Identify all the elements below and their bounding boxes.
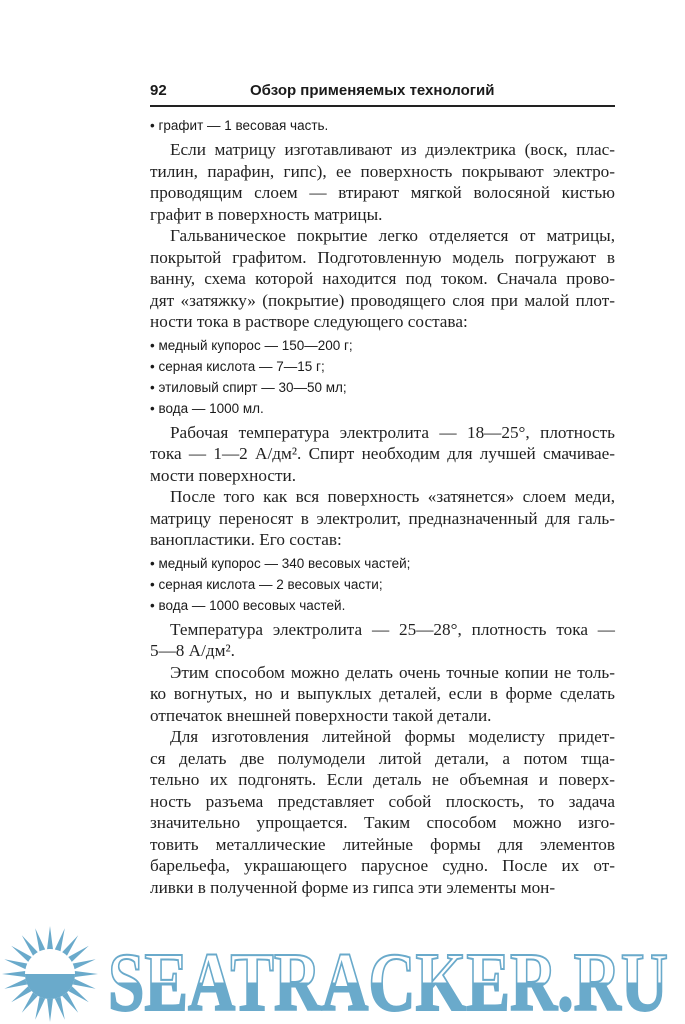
paragraph — [150, 662, 615, 727]
text-line: Для изготовления литейной формы моделисту придет- — [170, 727, 615, 746]
sun-ray — [4, 978, 28, 988]
paragraph — [150, 726, 615, 898]
bullet-item: • этиловый спирт — 30—50 мл; — [150, 379, 347, 395]
bullet-item: • медный купорос — 150—200 г; — [150, 337, 353, 353]
sun-ray — [47, 926, 53, 950]
watermark-text: SEATRACKER.RU — [108, 936, 668, 1022]
text-line: значительно упрощается. Таким способом можно изго- — [150, 813, 615, 832]
text-line: барельефа, украшающего парусное судно. После их от- — [150, 856, 615, 875]
bullet-item: • серная кислота — 7—15 г; — [150, 358, 325, 374]
bullet-item: • вода — 1000 мл. — [150, 400, 264, 416]
text-line: ности тока в растворе следующего состава: — [150, 312, 468, 331]
text-line: Гальваническое покрытие легко отделяется от матрицы, — [170, 226, 615, 245]
text-line: тилин, парафин, гипс), ее поверхность покрывают электро- — [150, 161, 615, 181]
text-line: тока — 1—2 А/дм². Спирт необходим для лучшей смачивае- — [150, 444, 615, 463]
text-line: ливки в полученной форме из гипса эти элементы мон- — [150, 877, 556, 897]
text-line: графит в поверхность матрицы. — [150, 204, 383, 224]
sun-icon — [2, 926, 98, 1022]
bullet-list — [150, 335, 615, 419]
paragraph — [150, 422, 615, 487]
text-line: отпечаток внешней поверхности такой детали. — [150, 705, 492, 725]
bullet-item: • серная кислота — 2 весовых части; — [150, 576, 383, 592]
text-line: ность разъема представляет собой плоскость, то задача — [150, 791, 615, 811]
text-line: Этим способом можно делать очень точные копии не толь- — [170, 662, 615, 682]
sun-ray — [35, 928, 45, 952]
text-line: После того как вся поверхность «затянется» слоем меди, — [170, 487, 615, 506]
text-line: мости поверхности. — [150, 465, 297, 485]
text-line: дят «затяжку» (покрытие) проводящего слоя при малой плот- — [150, 290, 615, 310]
text-line: Если матрицу изготавливают из диэлектрика (воск, плас- — [170, 140, 615, 159]
seatracker-watermark-logo — [0, 922, 685, 1022]
text-line: ванну, схема которой находится под током. Сначала прово- — [150, 269, 615, 288]
book-page — [150, 82, 615, 898]
sun-ray — [72, 978, 96, 988]
paragraph — [150, 619, 615, 662]
sun-ray — [72, 959, 96, 969]
sun-ray — [54, 928, 64, 952]
sun-ray — [35, 996, 45, 1020]
sun-ray — [54, 996, 64, 1020]
text-line: ванопластики. Его состав: — [150, 530, 342, 549]
text-line: проводящим слоем — втирают мягкой волосяной кистью — [150, 183, 615, 202]
sun-ray — [74, 971, 98, 977]
bullet-item: • вода — 1000 весовых частей. — [150, 597, 346, 613]
text-line: ко вогнутых, но и выпуклых деталей, если в форме сделать — [150, 684, 615, 703]
running-header — [150, 82, 615, 107]
bullet-list — [150, 115, 615, 136]
text-line: матрицу переносят в электролит, предназначенный для галь- — [150, 508, 615, 528]
bullet-list — [150, 553, 615, 616]
text-line: тельно их подгонять. Если деталь не объемная и поверх- — [150, 770, 615, 789]
sun-ray — [4, 959, 28, 969]
page-body — [150, 115, 615, 898]
text-line: 5—8 А/дм². — [150, 641, 235, 660]
paragraph — [150, 139, 615, 225]
sun-ray — [2, 971, 26, 977]
chapter-title: Обзор применяемых технологий — [250, 82, 495, 99]
paragraph — [150, 225, 615, 333]
text-line: товить металлические литейные формы для элементов — [150, 834, 615, 854]
text-line: Рабочая температура электролита — 18—25°, плотность — [170, 422, 615, 442]
text-line: Температура электролита — 25—28°, плотность тока — — [170, 619, 615, 639]
bullet-item: • медный купорос — 340 весовых частей; — [150, 555, 411, 571]
text-line: ся делать две полумодели литой детали, а потом тща- — [150, 748, 615, 768]
paragraph — [150, 486, 615, 551]
bullet-item: • графит — 1 весовая часть. — [150, 118, 329, 133]
text-line: покрытой графитом. Подготовленную модель погружают в — [150, 247, 615, 267]
sun-ray — [47, 998, 53, 1022]
page-number: 92 — [150, 82, 167, 99]
